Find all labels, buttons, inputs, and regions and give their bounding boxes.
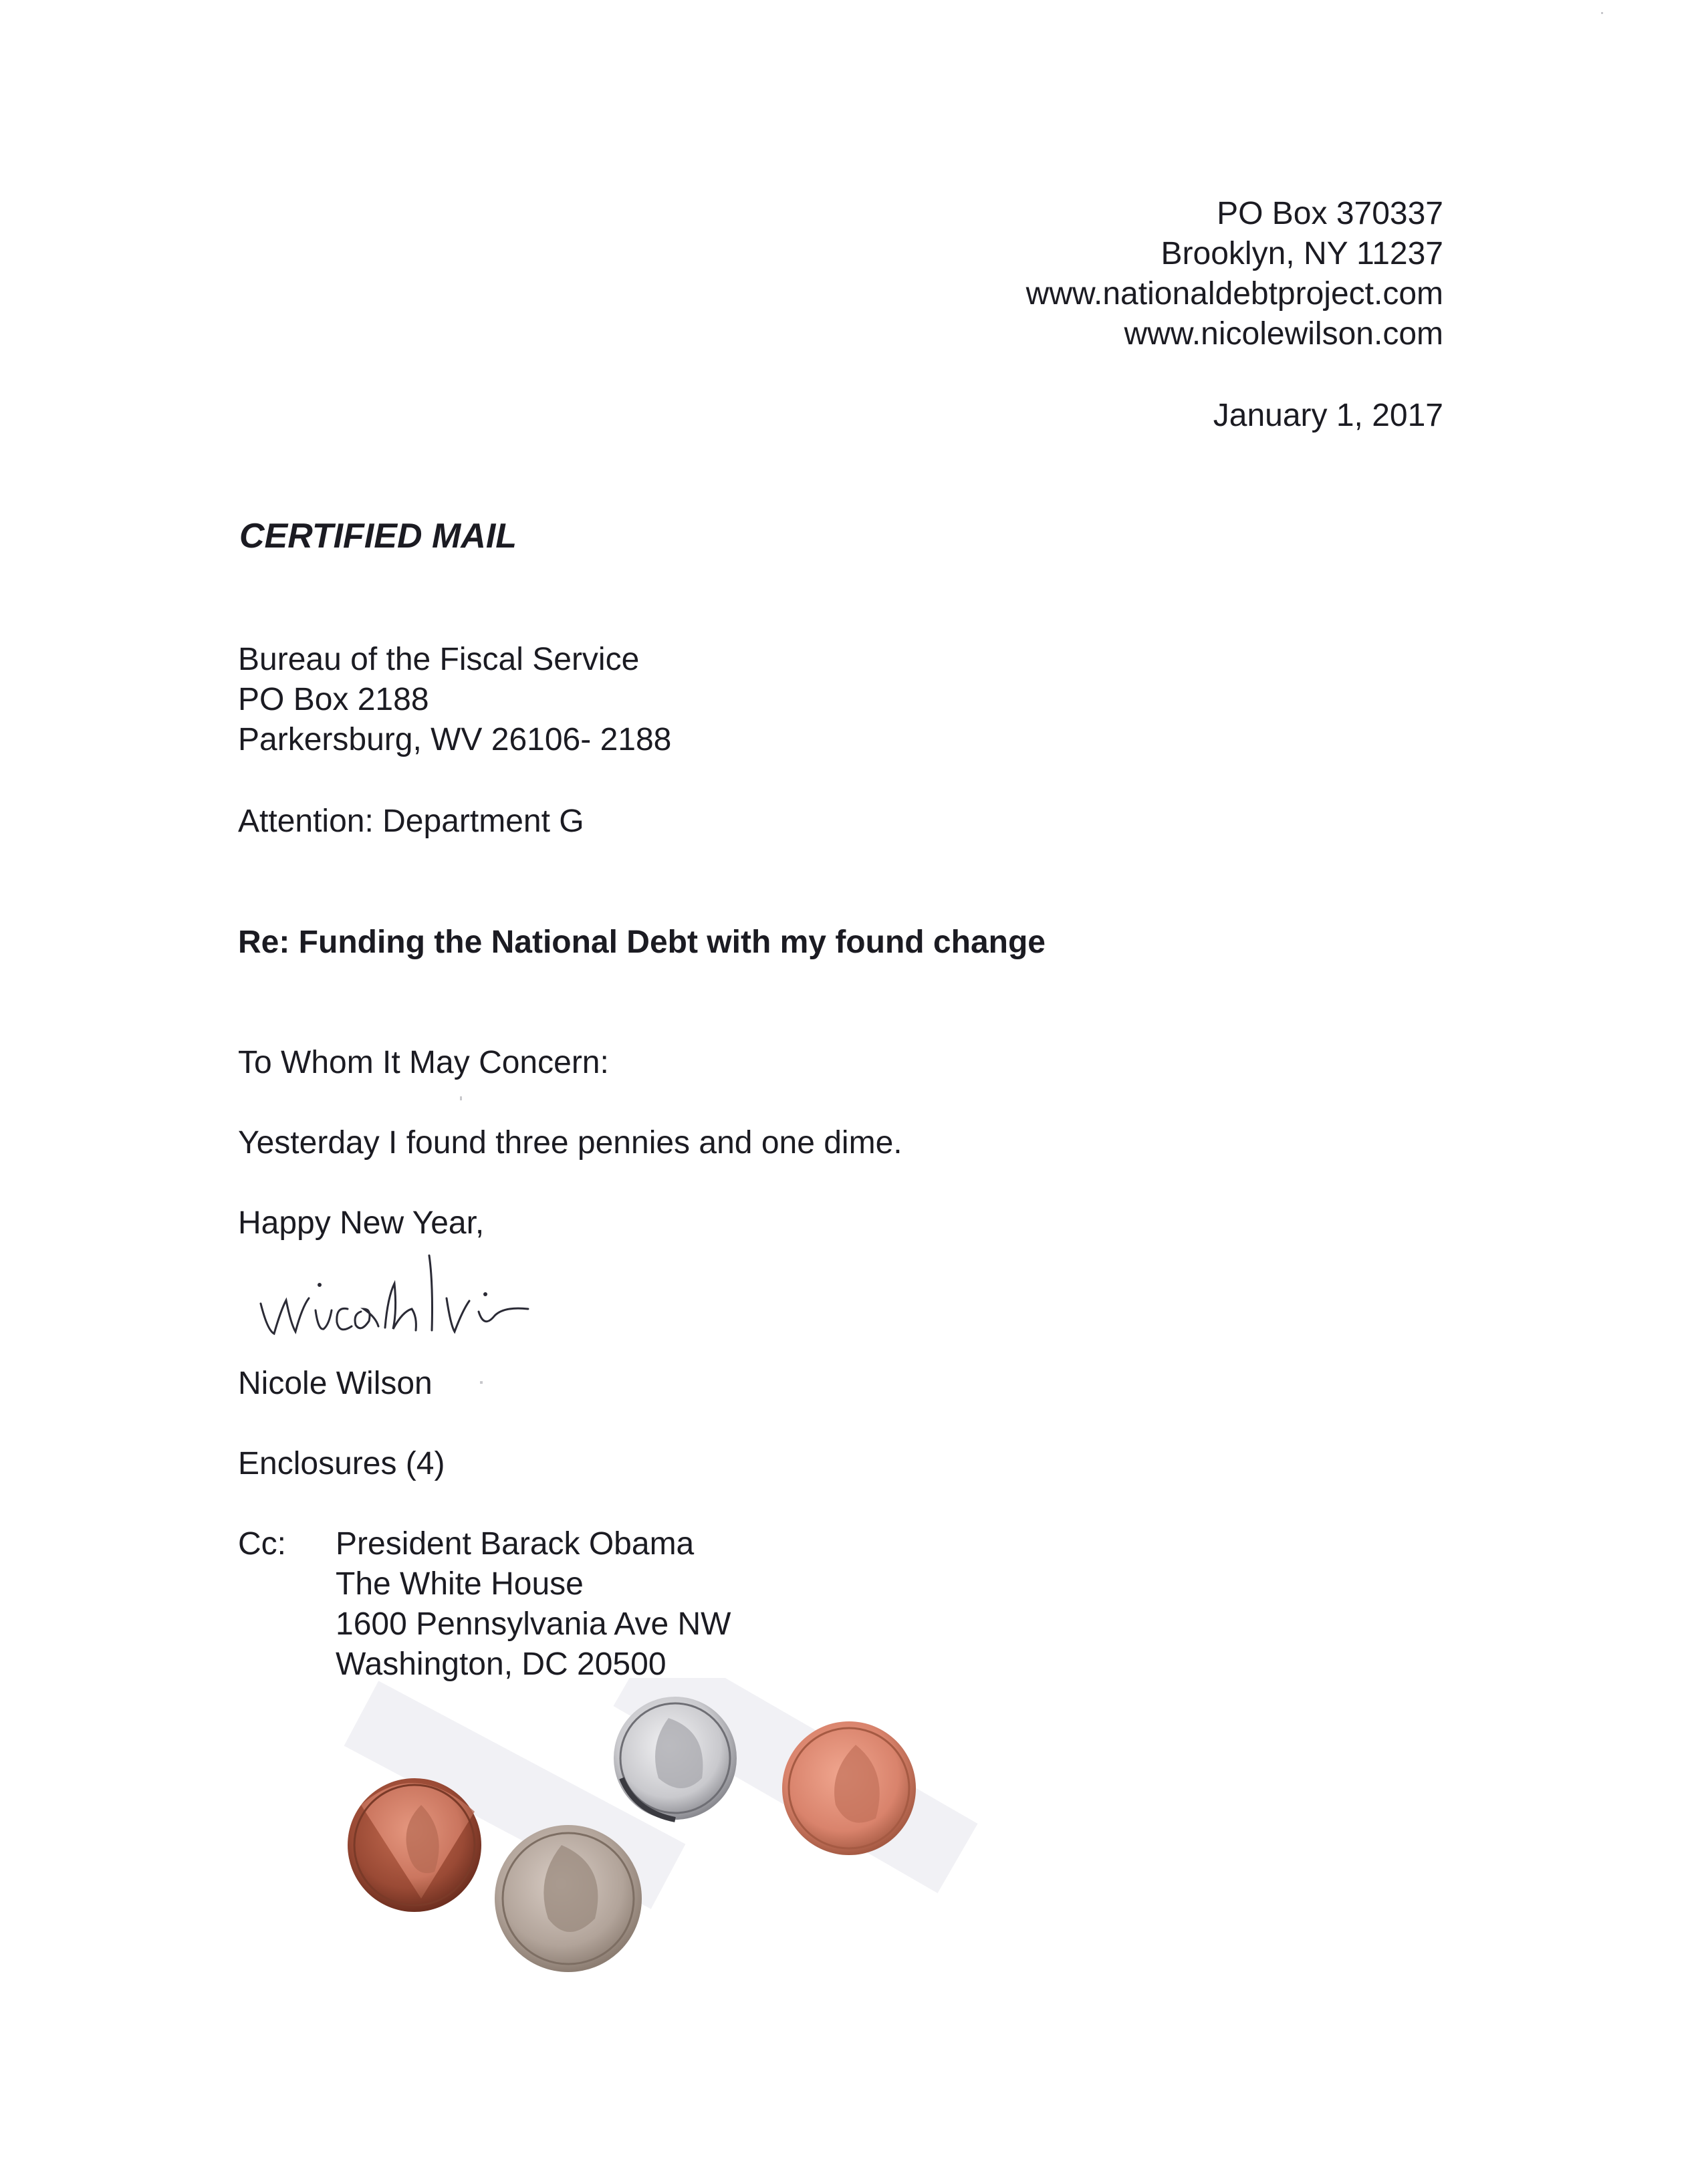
cc-label: Cc: xyxy=(238,1526,286,1562)
letter-body: Yesterday I found three pennies and one dime. xyxy=(238,1125,902,1161)
signer-name: Nicole Wilson xyxy=(238,1366,433,1401)
recipient-name: Bureau of the Fiscal Service xyxy=(238,642,640,677)
cc-line-building: The White House xyxy=(336,1566,584,1602)
cc-address xyxy=(336,1524,731,1685)
taped-coins xyxy=(321,1678,989,2026)
salutation: To Whom It May Concern: xyxy=(238,1045,609,1080)
recipient-address xyxy=(238,640,671,760)
sender-city: Brooklyn, NY 11237 xyxy=(1161,236,1443,271)
subject-line: Re: Funding the National Debt with my found change xyxy=(238,925,1046,960)
attention-line: Attention: Department G xyxy=(238,804,584,839)
certified-mail-heading: CERTIFIED MAIL xyxy=(239,517,517,556)
sender-po-box: PO Box 370337 xyxy=(1217,196,1443,231)
enclosures-note: Enclosures (4) xyxy=(238,1446,445,1481)
sender-website-1: www.nationaldebtproject.com xyxy=(1025,276,1443,312)
sender-website-2: www.nicolewilson.com xyxy=(1124,316,1443,352)
handwritten-signature xyxy=(254,1237,588,1350)
scan-speck xyxy=(480,1381,483,1384)
penny-coin xyxy=(348,1778,481,1912)
cc-line-street: 1600 Pennsylvania Ave NW xyxy=(336,1606,731,1642)
penny-coin xyxy=(782,1721,916,1855)
letter-date: January 1, 2017 xyxy=(1213,398,1443,433)
recipient-city: Parkersburg, WV 26106- 2188 xyxy=(238,722,672,757)
return-address xyxy=(1026,194,1443,354)
scan-speck xyxy=(460,1096,462,1100)
cc-line-name: President Barack Obama xyxy=(336,1526,695,1562)
closing: Happy New Year, xyxy=(238,1205,485,1241)
dime-coin xyxy=(614,1697,737,1820)
scan-speck xyxy=(1601,12,1603,14)
cc-line-city: Washington, DC 20500 xyxy=(336,1647,667,1682)
recipient-po-box: PO Box 2188 xyxy=(238,682,429,717)
penny-coin xyxy=(495,1825,642,1972)
